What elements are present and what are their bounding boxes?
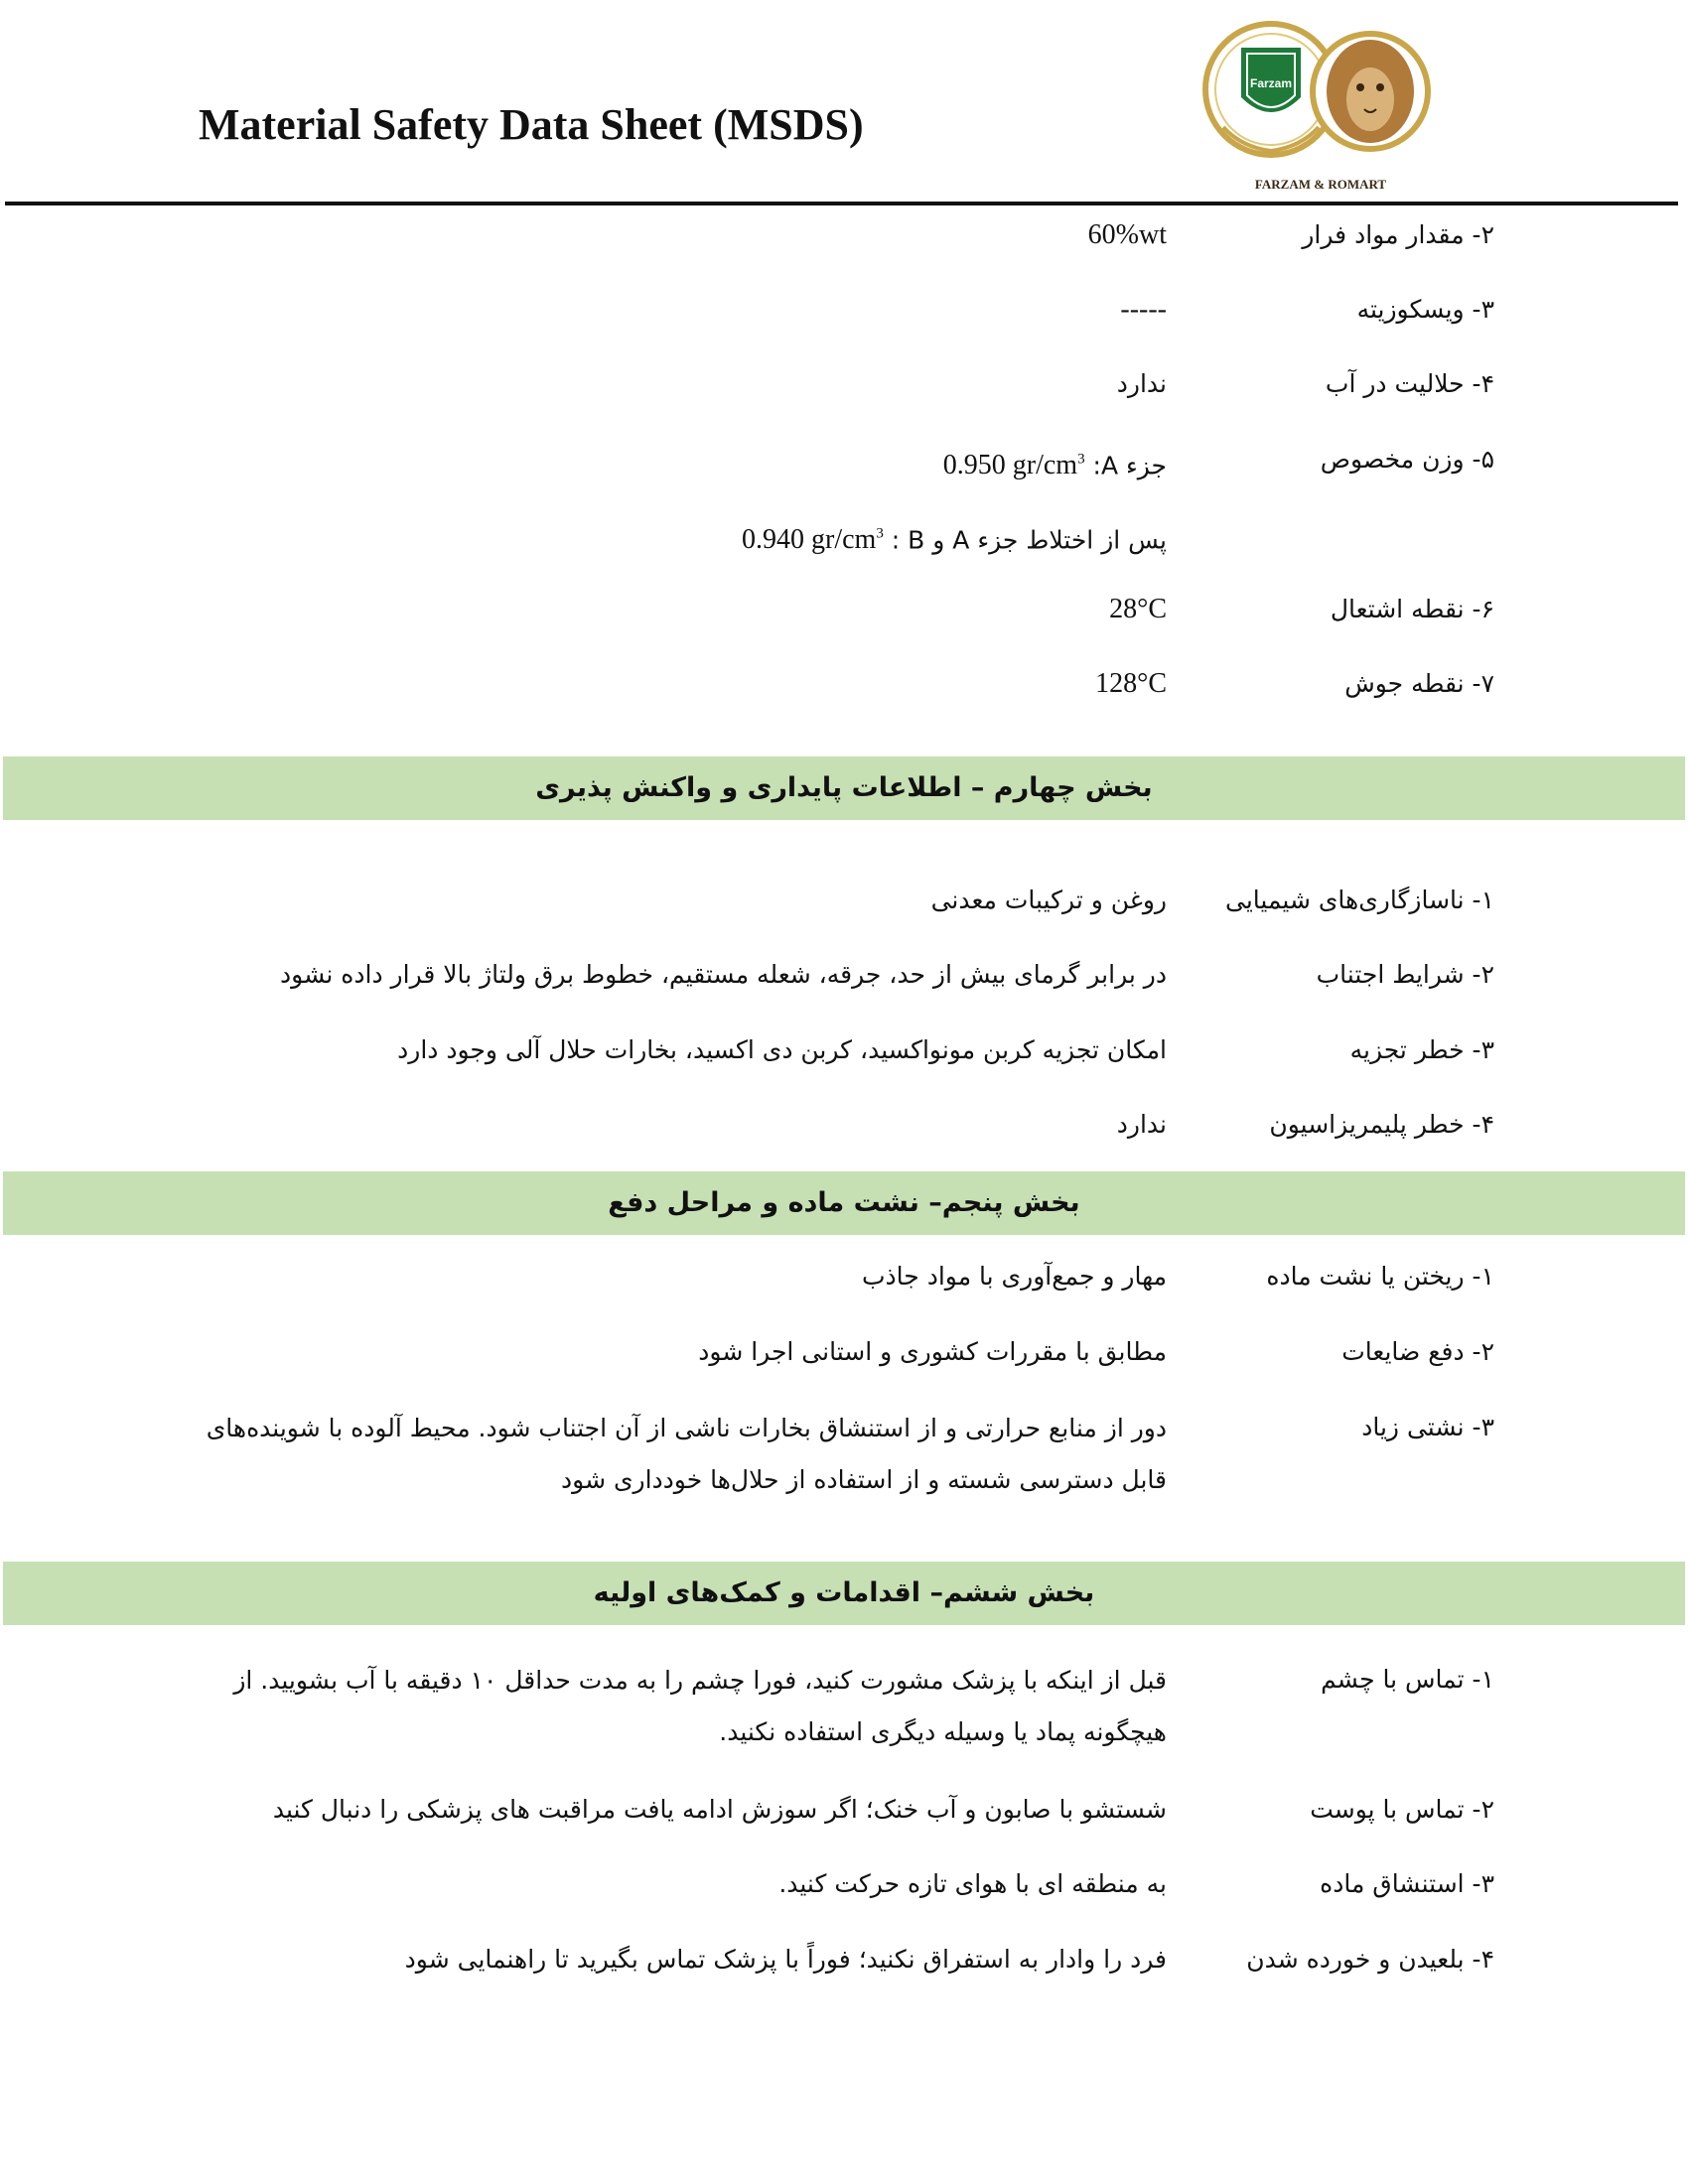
row-label: ۲- تماس با پوست: [1310, 1795, 1494, 1824]
property-value: 28°C: [1109, 594, 1167, 624]
row-label: ۱- تماس با چشم: [1321, 1665, 1494, 1694]
row-label: ۳- خطر تجزیه: [1349, 1035, 1494, 1064]
section-4-header: بخش چهارم – اطلاعات پایداری و واکنش پذیری: [3, 756, 1685, 820]
row-value: مهار و جمع‌آوری با مواد جاذب: [862, 1262, 1167, 1291]
property-value: 128°C: [1095, 668, 1167, 699]
section-6-row: [0, 1653, 1688, 1762]
row-value: شستشو با صابون و آب خنک؛ اگر سوزش ادامه یافت مراقبت های پزشکی را دنبال کنید: [272, 1795, 1167, 1824]
section-6-row: [0, 1933, 1688, 1988]
property-row: [0, 657, 1688, 713]
specific-gravity-a-prefix: جزء A:: [1084, 451, 1167, 480]
section-5-row: [0, 1401, 1688, 1510]
row-value: فرد را وادار به استفراق نکنید؛ فوراً با پزشک تماس بگیرید تا راهنمایی شود: [404, 1945, 1167, 1974]
property-row: [0, 283, 1688, 339]
property-label: ۷- نقطه جوش: [1344, 669, 1494, 698]
row-label: ۱- ریختن یا نشت ماده: [1266, 1262, 1494, 1291]
specific-gravity-b-prefix: پس از اختلاط جزء A و B :: [883, 525, 1167, 555]
row-label: ۴- بلعیدن و خورده شدن: [1246, 1945, 1494, 1974]
company-logo: [1201, 18, 1460, 197]
row-value: مطابق با مقررات کشوری و استانی اجرا شود: [698, 1337, 1167, 1366]
row-label: ۱- ناسازگاری‌های شیمیایی: [1225, 886, 1494, 914]
section-4-row: [0, 1024, 1688, 1079]
property-row: [0, 357, 1688, 413]
row-label: ۲- شرایط اجتناب: [1316, 960, 1494, 989]
property-label: ۲- مقدار مواد فرار: [1302, 220, 1494, 249]
property-row: [0, 507, 1688, 563]
row-value: امکان تجزیه کربن مونواکسید، کربن دی اکسید، بخارات حلال آلی وجود دارد: [397, 1035, 1167, 1064]
section-6-row: [0, 1857, 1688, 1913]
property-label: ۴- حلالیت در آب: [1325, 369, 1494, 398]
row-value: در برابر گرمای بیش از حد، جرقه، شعله مستقیم، خطوط برق ولتاژ بالا قرار داده نشود: [280, 960, 1167, 989]
row-label: ۳- استنشاق ماده: [1320, 1869, 1494, 1898]
section-4-row: [0, 874, 1688, 929]
row-label: ۳- نشتی زیاد: [1361, 1413, 1494, 1441]
header-rule: [5, 202, 1678, 205]
specific-gravity-a: [174, 433, 1167, 492]
row-label: ۲- دفع ضایعات: [1341, 1337, 1494, 1366]
row-value: قبل از اینکه با پزشک مشورت کنید، فورا چشم را به مدت حداقل ۱۰ دقیقه با آب بشویید. از هیچگونه پماد یا وسیله دیگری استفاده نکنید.: [233, 1666, 1167, 1746]
row-value: ندارد: [1116, 1110, 1167, 1139]
section-4-row: [0, 948, 1688, 1004]
row-value: دور از منابع حرارتی و از استنشاق بخارات ناشی از آن اجتناب شود. محیط آلوده با شوینده‌های قابل دسترسی شسته و از استفاده از حلال‌ها خودداری شود: [206, 1414, 1167, 1494]
section-6-header: بخش ششم– اقدامات و کمک‌های اولیه: [3, 1562, 1685, 1625]
logo-shield-text: Farzam: [1249, 76, 1293, 90]
section-5-row: [0, 1325, 1688, 1381]
document-title: Material Safety Data Sheet (MSDS): [199, 100, 864, 149]
section-4-row: [0, 1098, 1688, 1154]
row-value: روغن و ترکیبات معدنی: [930, 886, 1167, 914]
property-label: ۶- نقطه اشتعال: [1330, 595, 1494, 623]
section-5-header: بخش پنجم– نشت ماده و مراحل دفع: [3, 1171, 1685, 1235]
row-label: ۴- خطر پلیمریزاسیون: [1269, 1110, 1494, 1139]
row-value: به منطقه ای با هوای تازه حرکت کنید.: [778, 1869, 1167, 1898]
property-label: ۳- ویسکوزیته: [1356, 295, 1494, 324]
property-value: 60%wt: [1087, 219, 1167, 250]
property-row: [0, 583, 1688, 638]
section-6-row: [0, 1783, 1688, 1839]
specific-gravity-b: [174, 507, 1167, 567]
property-value: ندارد: [1116, 369, 1167, 398]
property-value: -----: [1120, 294, 1167, 325]
property-row: [0, 433, 1688, 488]
property-label: ۵- وزن مخصوص: [1320, 445, 1494, 474]
property-row: [0, 208, 1688, 264]
logo-brand-text: FARZAM & ROMART: [1254, 177, 1387, 192]
specific-gravity-a-number: 0.950 $gr/cm^3$: [942, 450, 1085, 481]
specific-gravity-b-number: 0.940 $gr/cm^3$: [742, 524, 884, 556]
section-5-row: [0, 1250, 1688, 1305]
